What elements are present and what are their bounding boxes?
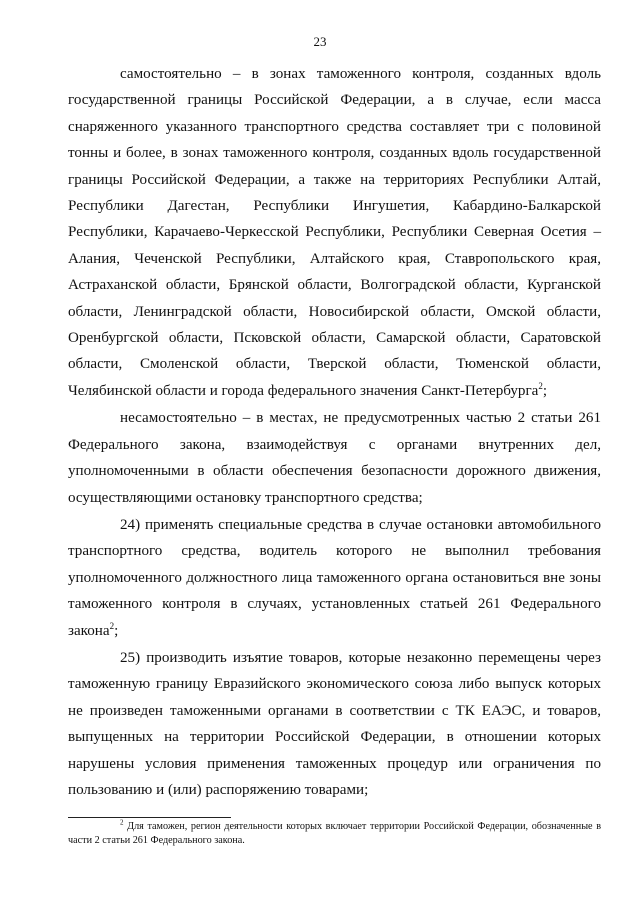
paragraph-item-24 (68, 512, 601, 644)
footnote-reference: 2 (109, 620, 115, 631)
paragraph-text: несамостоятельно – в местах, не предусмотренных частью 2 статьи 261 Федерального закона, взаимодействуя с органами внутренних дел, уполномоченными в области обеспечения безопасности дорожного движения, осуществляющими остановку транспортного средства; (68, 410, 601, 506)
page-number: 23 (313, 34, 327, 49)
paragraph-text: 24) применять специальные средства в случае остановки автомобильного транспортного средства, водитель которого не выполнил требования уполномоченного должностного лица таможенного органа остановиться вне зоны таможенного контроля в случаях, установленных статьей 261 Федерального закона (68, 516, 601, 639)
paragraph-text: 25) производить изъятие товаров, которые незаконно перемещены через таможенную границу Евразийского экономического союза либо выпуск которых не произведен таможенными органами в соответствии с ТК ЕАЭС, и товаров, выпущенных на территории Российской Федерации, в отношении которых нарушены условия применения таможенных процедур или ограничения по пользованию и (или) распоряжению товарами; (68, 649, 601, 798)
paragraph-non-independently (68, 405, 601, 511)
footnote-marker: 2 (120, 818, 124, 827)
footnote-divider (68, 817, 231, 818)
footnote (68, 820, 601, 847)
paragraph-independently (68, 61, 601, 404)
footnote-reference: 2 (538, 380, 543, 391)
paragraph-tail: ; (542, 382, 548, 399)
paragraph-text: самостоятельно – в зонах таможенного контроля, созданных вдоль государственной границы Российской Федерации, а в случае, если масса снаряженного указанного транспортного средства составляет три с половиной тонны и более, в зонах таможенного контроля, созданных вдоль государственной границы Российской Федерации, а также на территориях Республики Алтай, Республики Дагестан, Республики Ингушетия, Кабардино-Балкарской Республики, Карачаево-Черкесской Республики, Республики Северная Осетия – Алания, Чеченской Республики, Алтайского края, Ставропольского края, Астраханской области, Брянской области, Волгоградской области, Курганской области, Ленинградской области, Новосибирской области, Омской области, Оренбургской области, Псковской области, Самарской области, Саратовской области, Смоленской области, Тверской области, Тюменской области, Челябинской области и города федерального значения Санкт-Петербурга (68, 66, 601, 399)
paragraph-item-25 (68, 645, 601, 803)
paragraph-tail: ; (114, 622, 119, 639)
document-body (68, 61, 601, 803)
footnote-text: Для таможен, регион деятельности которых включает территории Российской Федерации, обозначенные в части 2 статьи 261 Федерального закона. (68, 821, 602, 846)
